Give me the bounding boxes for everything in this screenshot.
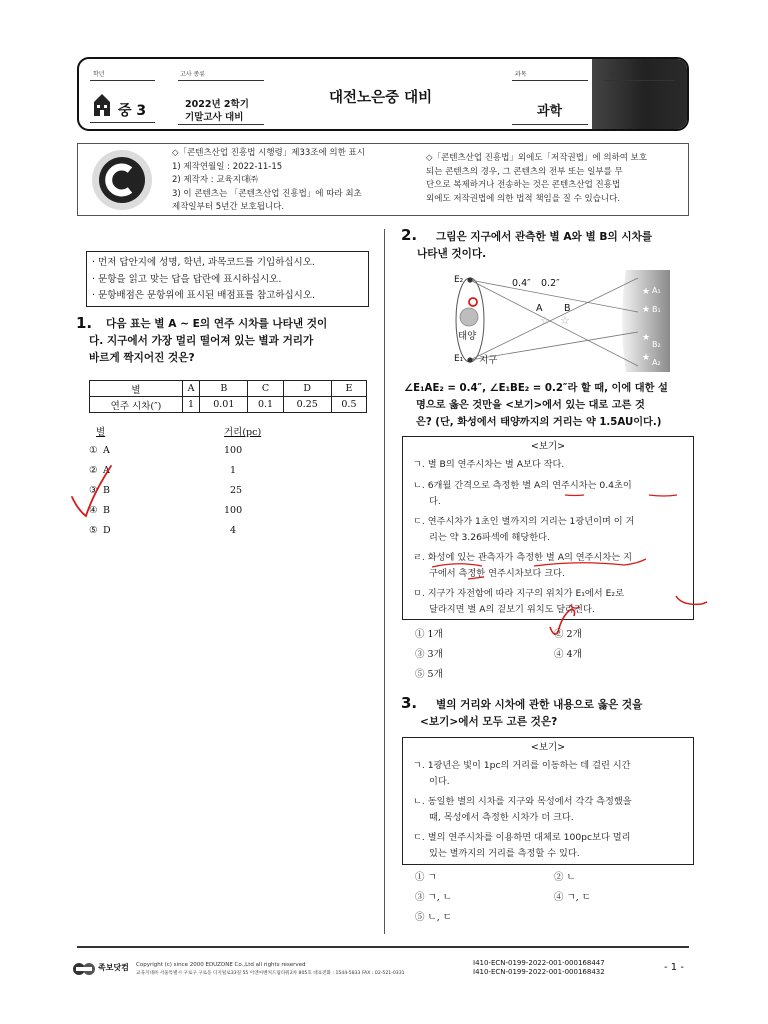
q3-option-3[interactable]: ③ ㄱ, ㄴ bbox=[415, 892, 452, 903]
copy-left-line-3: 2) 제작자 : 교육지대㈜ bbox=[172, 175, 258, 186]
instruction-2: · 문항을 읽고 맞는 답을 답란에 표시하십시오. bbox=[92, 273, 282, 285]
q2-bogi-item-4: ㄷ. 연주시차가 1초인 별까지의 거리는 1광년이며 이 거 bbox=[413, 516, 635, 527]
instruction-1: · 먼저 답안지에 성명, 학년, 과목코드를 기입하십시오. bbox=[92, 257, 315, 268]
exam-type-line2: 기말고사 대비 bbox=[185, 112, 244, 123]
label-e2: E₂ bbox=[454, 275, 464, 285]
instruction-3: · 문항배점은 문항위에 표시된 배점표를 참고하십시오. bbox=[92, 290, 316, 301]
label-a2: A₂ bbox=[652, 358, 661, 367]
copy-left-line-5: 제작일부터 5년간 보호됩니다. bbox=[172, 202, 285, 213]
q1-parallax-table bbox=[89, 380, 367, 413]
exam-type-label: 고사 종류 bbox=[180, 71, 206, 78]
q3-bogi-item-5: ㄷ. 별의 연주시차를 이용하면 대체로 100pc보다 멀리 bbox=[413, 832, 631, 843]
instructions-box bbox=[86, 251, 369, 307]
table-header-star: 별 bbox=[90, 381, 183, 397]
subject-value: 과학 bbox=[537, 104, 563, 119]
q2-bogi-item-2: ㄴ. 6개월 간격으로 측정한 별 A의 연주시차는 0.4초이 bbox=[413, 480, 632, 491]
q2-option-2[interactable]: ② 2개 bbox=[554, 629, 582, 640]
q3-bogi-item-6: 있는 별까지의 거리를 측정할 수 있다. bbox=[429, 848, 580, 859]
table-row-label: 연주 시차(″) bbox=[90, 397, 183, 413]
q2-option-1[interactable]: ① 1개 bbox=[415, 629, 443, 640]
label-star-a: A bbox=[536, 303, 543, 314]
label-earth: 지구 bbox=[479, 355, 498, 366]
q2-condition-3: 은? (단, 화성에서 태양까지의 거리는 약 1.5AU이다.) bbox=[416, 417, 662, 428]
q3-bogi-item-2: 이다. bbox=[429, 776, 450, 787]
q2-handwritten-annotations bbox=[402, 436, 712, 646]
q2-line-1: 그림은 지구에서 관측한 별 A와 별 B의 시차를 bbox=[436, 231, 653, 243]
label-angle-a: 0.4″ bbox=[512, 278, 531, 289]
copy-right-line-4: 외에도 저작권법에 의한 법적 책임을 질 수 있습니다. bbox=[426, 193, 621, 204]
grade-label: 학년 bbox=[93, 71, 105, 78]
svg-text:★: ★ bbox=[642, 287, 651, 297]
q2-bogi-title: <보기> bbox=[530, 441, 566, 452]
copyright-c-icon bbox=[84, 148, 160, 212]
footer-code-2: I410-ECN-0199-2022-001-000168432 bbox=[473, 968, 605, 976]
name-label: 성명 bbox=[608, 71, 620, 78]
q1-line-1: 다음 표는 별 A ~ E의 연주 시차를 나타낸 것이 bbox=[106, 318, 328, 330]
q3-line-1: 별의 거리와 시차에 관한 내용으로 옳은 것을 bbox=[436, 699, 643, 711]
label-b1: B₁ bbox=[652, 305, 661, 314]
exam-title: 대전노은중 대비 bbox=[329, 90, 433, 106]
star-a-marker: ☆ bbox=[540, 314, 550, 327]
copy-left-line-2: 1) 제작연월일 : 2022-11-15 bbox=[172, 161, 283, 172]
exam-type-line1: 2022년 2학기 bbox=[185, 99, 249, 110]
q1-line-2: 다. 지구에서 가장 멀리 떨어져 있는 별과 거리가 bbox=[89, 335, 314, 347]
q2-bogi-item-9: 달라지면 별 A의 겉보기 위치도 달라진다. bbox=[429, 604, 595, 615]
grade-value: 중 3 bbox=[118, 103, 147, 119]
subject-label: 과목 bbox=[515, 71, 527, 78]
column-divider bbox=[384, 229, 385, 934]
copy-left-line-4: 3) 이 콘텐츠는 「콘텐츠산업 진흥법」에 따라 최초 bbox=[172, 188, 362, 199]
red-circle-mark bbox=[469, 298, 477, 306]
q3-bogi-box bbox=[402, 737, 694, 865]
q2-bogi-item-3: 다. bbox=[429, 496, 441, 507]
page-number: - 1 - bbox=[664, 962, 684, 973]
q2-bogi-item-1: ㄱ. 별 B의 연주시차는 별 A보다 작다. bbox=[413, 459, 565, 470]
table-cell-c: 0.1 bbox=[248, 397, 283, 413]
earth-e1-position bbox=[467, 357, 472, 362]
copy-left-line-1: ◇「콘텐츠산업 진흥법 시행령」제33조에 의한 표시 bbox=[172, 148, 365, 158]
q3-line-2: <보기>에서 모두 고른 것은? bbox=[420, 716, 558, 728]
school-icon bbox=[91, 93, 113, 117]
q1-options-header-distance: 거리(pc) bbox=[224, 427, 262, 438]
header-decoration-stripe bbox=[592, 59, 687, 129]
q2-option-4[interactable]: ④ 4개 bbox=[554, 649, 582, 660]
q2-option-3[interactable]: ③ 3개 bbox=[415, 649, 443, 660]
svg-text:★: ★ bbox=[642, 353, 651, 363]
table-header-b: B bbox=[200, 381, 248, 397]
label-a1: A₁ bbox=[652, 286, 661, 295]
svg-text:★: ★ bbox=[642, 305, 651, 315]
q3-bogi-item-3: ㄴ. 동일한 별의 시차를 지구와 목성에서 각각 측정했을 bbox=[413, 796, 632, 807]
table-cell-a: 1 bbox=[183, 397, 200, 413]
footer-divider bbox=[77, 946, 689, 948]
copy-right-line-2: 되는 콘텐츠의 경우, 그 콘텐츠의 전부 또는 일부를 무 bbox=[426, 166, 623, 177]
footer-copyright: Copyright (c) since 2000 EDUZONE Co.,Ltd all rights reserved bbox=[136, 962, 306, 968]
q2-condition-2: 명으로 옳은 것만을 <보기>에서 있는 대로 고른 것 bbox=[416, 400, 645, 411]
q2-bogi-item-7: 구에서 측정한 연주시차보다 크다. bbox=[429, 568, 565, 579]
label-e1: E₁ bbox=[454, 354, 464, 364]
copy-right-line-1: ◇「콘텐츠산업 진흥법」외에도「저작권법」에 의하여 보호 bbox=[426, 153, 648, 163]
copy-right-line-3: 단으로 복제하거나 전송하는 것은 콘텐츠산업 진흥법 bbox=[426, 180, 621, 191]
q3-number: 3. bbox=[401, 694, 418, 712]
q3-bogi-title: <보기> bbox=[530, 742, 566, 753]
q2-option-5[interactable]: ⑤ 5개 bbox=[415, 669, 443, 680]
label-b2: B₂ bbox=[652, 340, 661, 349]
q2-line-2: 나타낸 것이다. bbox=[417, 248, 487, 260]
table-header-e: E bbox=[331, 381, 366, 397]
table-header-d: D bbox=[283, 381, 331, 397]
svg-text:★: ★ bbox=[642, 333, 651, 343]
q2-bogi-item-6: ㄹ. 화성에 있는 관측자가 측정한 별 A의 연주시차는 지 bbox=[413, 552, 632, 563]
table-cell-b: 0.01 bbox=[200, 397, 248, 413]
table-cell-d: 0.25 bbox=[283, 397, 331, 413]
label-star-b: B bbox=[564, 303, 571, 314]
q1-line-3: 바르게 짝지어진 것은? bbox=[89, 352, 195, 364]
q3-option-4[interactable]: ④ ㄱ, ㄷ bbox=[554, 892, 591, 903]
star-b-marker: ☆ bbox=[560, 314, 570, 327]
q3-option-5[interactable]: ⑤ ㄴ, ㄷ bbox=[415, 912, 452, 923]
q2-condition-1: ∠E₁AE₂ = 0.4″, ∠E₁BE₂ = 0.2″라 할 때, 이에 대한 설 bbox=[404, 383, 668, 394]
label-sun: 태양 bbox=[458, 331, 477, 342]
q3-option-2[interactable]: ② ㄴ bbox=[554, 872, 576, 883]
q3-bogi-item-1: ㄱ. 1광년은 빛이 1pc의 거리를 이동하는 데 걸린 시간 bbox=[413, 760, 631, 771]
footer-logo-text: 족보닷컴 bbox=[98, 963, 129, 972]
zocbo-logo-icon bbox=[70, 958, 98, 980]
label-angle-b: 0.2″ bbox=[541, 278, 560, 289]
q2-bogi-item-8: ㅁ. 지구가 자전함에 따라 지구의 위치가 E₁에서 E₂로 bbox=[413, 588, 624, 599]
q3-bogi-item-4: 때, 목성에서 측정한 시차가 더 크다. bbox=[429, 812, 574, 823]
handwritten-checkmark-red bbox=[66, 462, 116, 522]
table-header-c: C bbox=[248, 381, 283, 397]
footer-code-1: I410-ECN-0199-2022-001-000168447 bbox=[473, 959, 605, 967]
footer-address: 교육지대㈜ 서울특별시 구로구 구로동 디지털로33길 55 이앤씨벤처드림타워2차 805호 대표전화 : 1544-5833 FAX : 02-521-0331 bbox=[136, 971, 405, 976]
q3-option-1[interactable]: ① ㄱ bbox=[415, 872, 437, 883]
q1-number: 1. bbox=[76, 314, 93, 332]
q2-number: 2. bbox=[401, 226, 418, 244]
sun bbox=[460, 308, 478, 326]
table-header-a: A bbox=[183, 381, 200, 397]
earth-e2-position bbox=[467, 277, 472, 282]
q1-options-header-star: 별 bbox=[96, 427, 106, 438]
q2-bogi-item-5: 리는 약 3.26파섹에 해당한다. bbox=[429, 532, 550, 543]
table-cell-e: 0.5 bbox=[331, 397, 366, 413]
